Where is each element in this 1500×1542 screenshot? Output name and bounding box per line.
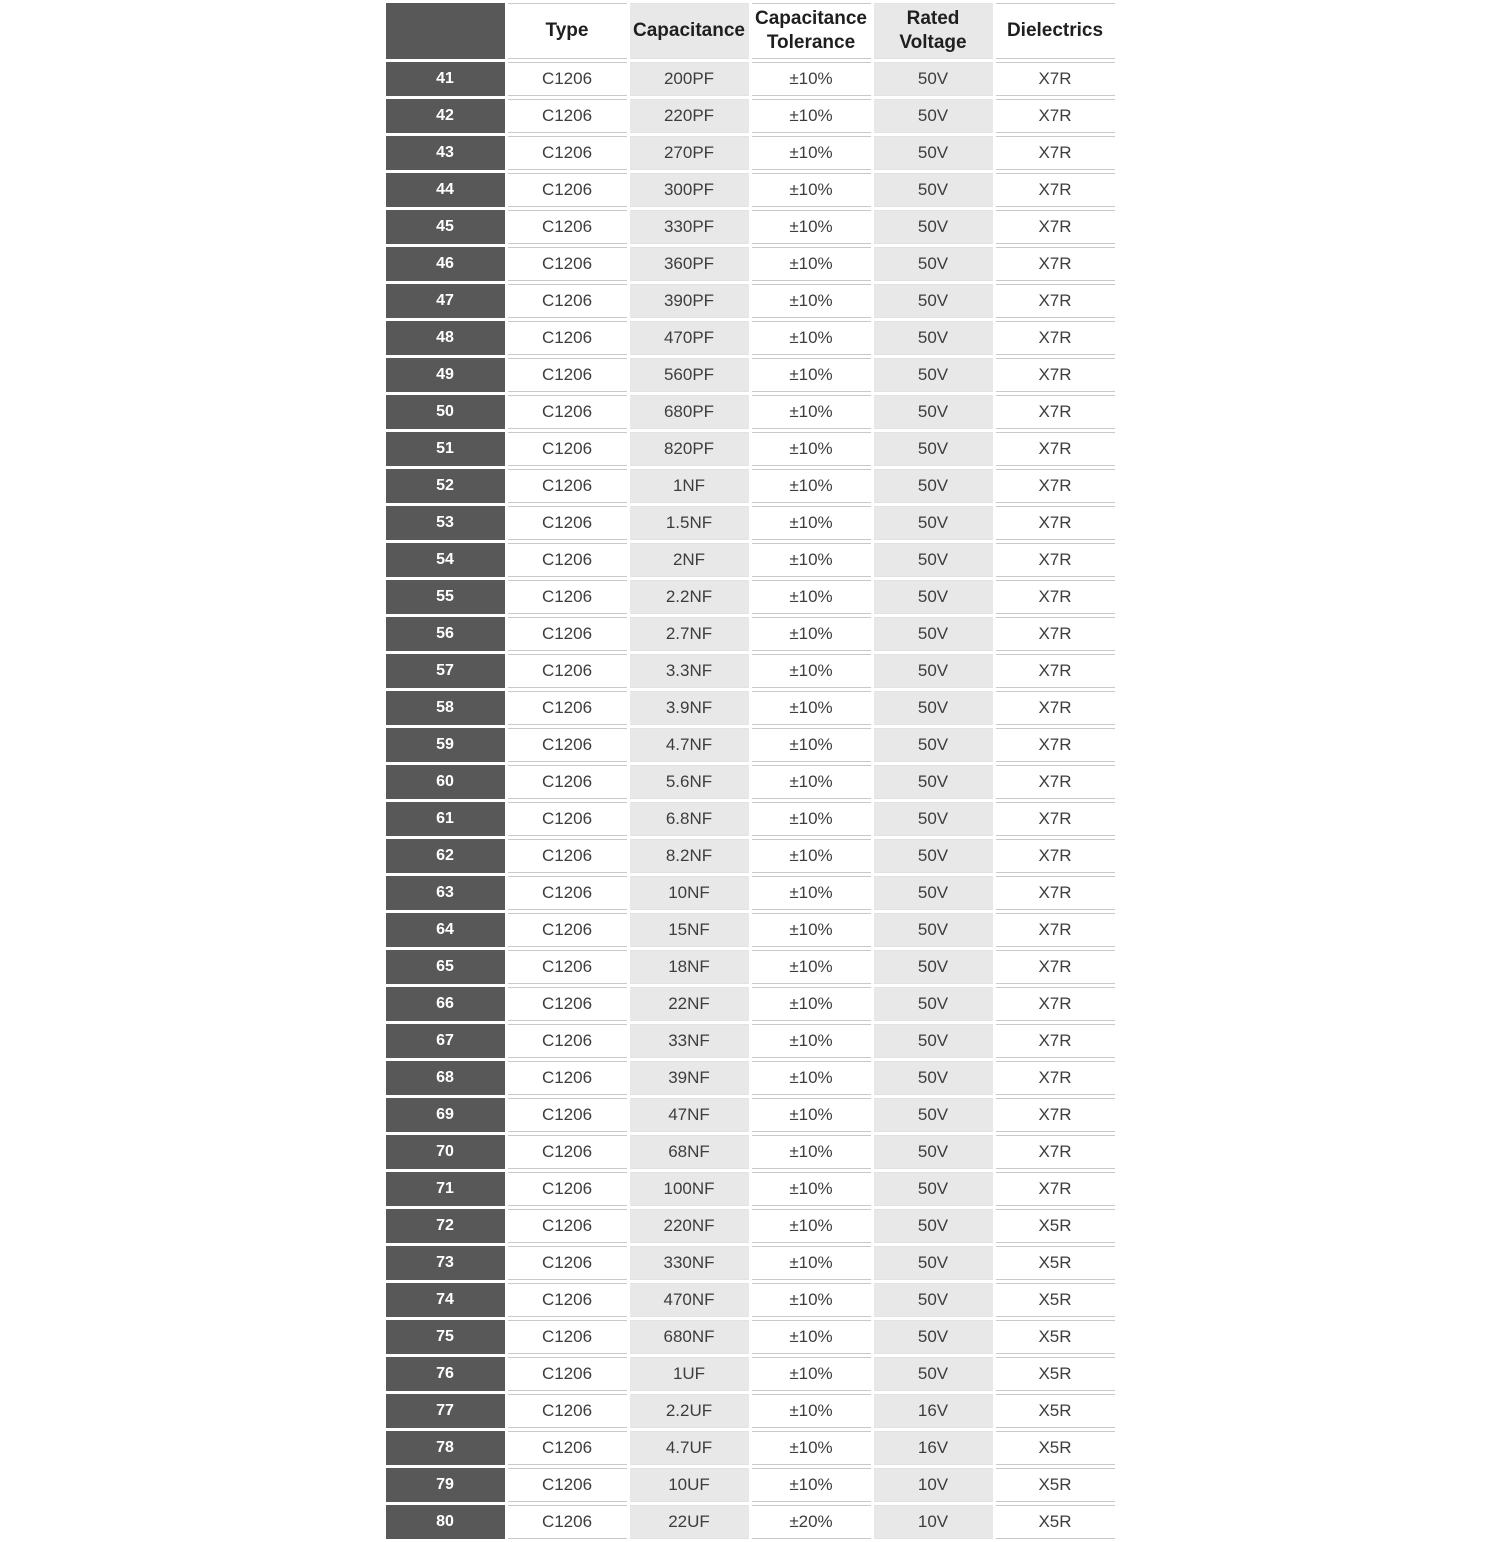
- cell-dielectrics: X7R: [996, 321, 1115, 355]
- cell-capacitance: 820PF: [630, 432, 749, 466]
- table-row: [386, 247, 1115, 281]
- table-row: [386, 1061, 1115, 1095]
- cell-row-number: 45: [386, 210, 505, 244]
- cell-capacitance-tolerance: ±10%: [752, 1172, 871, 1206]
- cell-row-number: 74: [386, 1283, 505, 1317]
- table-row: [386, 1394, 1115, 1428]
- cell-type: C1206: [508, 1209, 627, 1243]
- cell-dielectrics: X5R: [996, 1505, 1115, 1539]
- cell-row-number: 41: [386, 62, 505, 96]
- cell-type: C1206: [508, 1505, 627, 1539]
- table-row: [386, 469, 1115, 503]
- cell-capacitance-tolerance: ±10%: [752, 876, 871, 910]
- cell-row-number: 48: [386, 321, 505, 355]
- cell-row-number: 79: [386, 1468, 505, 1502]
- cell-rated-voltage: 16V: [874, 1394, 993, 1428]
- cell-capacitance-tolerance: ±10%: [752, 765, 871, 799]
- cell-row-number: 64: [386, 913, 505, 947]
- cell-dielectrics: X7R: [996, 765, 1115, 799]
- cell-dielectrics: X7R: [996, 1098, 1115, 1132]
- cell-rated-voltage: 16V: [874, 1431, 993, 1465]
- cell-type: C1206: [508, 1431, 627, 1465]
- cell-capacitance: 10UF: [630, 1468, 749, 1502]
- cell-type: C1206: [508, 1357, 627, 1391]
- cell-dielectrics: X5R: [996, 1431, 1115, 1465]
- cell-dielectrics: X7R: [996, 136, 1115, 170]
- cell-capacitance-tolerance: ±10%: [752, 1468, 871, 1502]
- cell-capacitance-tolerance: ±10%: [752, 654, 871, 688]
- cell-capacitance: 10NF: [630, 876, 749, 910]
- cell-row-number: 71: [386, 1172, 505, 1206]
- cell-dielectrics: X7R: [996, 913, 1115, 947]
- cell-rated-voltage: 50V: [874, 62, 993, 96]
- cell-rated-voltage: 50V: [874, 1172, 993, 1206]
- cell-dielectrics: X7R: [996, 210, 1115, 244]
- table-row: [386, 1283, 1115, 1317]
- cell-capacitance-tolerance: ±10%: [752, 210, 871, 244]
- cell-capacitance: 1NF: [630, 469, 749, 503]
- cell-type: C1206: [508, 99, 627, 133]
- cell-capacitance-tolerance: ±20%: [752, 1505, 871, 1539]
- cell-rated-voltage: 50V: [874, 1357, 993, 1391]
- cell-capacitance-tolerance: ±10%: [752, 1024, 871, 1058]
- cell-capacitance-tolerance: ±10%: [752, 1098, 871, 1132]
- table-row: [386, 506, 1115, 540]
- table-row: [386, 950, 1115, 984]
- table-row: [386, 210, 1115, 244]
- cell-capacitance-tolerance: ±10%: [752, 802, 871, 836]
- cell-capacitance-tolerance: ±10%: [752, 728, 871, 762]
- cell-dielectrics: X7R: [996, 1024, 1115, 1058]
- cell-dielectrics: X7R: [996, 691, 1115, 725]
- table-row: [386, 839, 1115, 873]
- cell-capacitance-tolerance: ±10%: [752, 1061, 871, 1095]
- cell-rated-voltage: 50V: [874, 987, 993, 1021]
- cell-rated-voltage: 50V: [874, 321, 993, 355]
- table-row: [386, 284, 1115, 318]
- cell-type: C1206: [508, 1024, 627, 1058]
- cell-row-number: 76: [386, 1357, 505, 1391]
- cell-dielectrics: X7R: [996, 987, 1115, 1021]
- cell-type: C1206: [508, 247, 627, 281]
- header-cell-dielectrics: Dielectrics: [996, 3, 1115, 59]
- table-row: [386, 876, 1115, 910]
- cell-dielectrics: X7R: [996, 62, 1115, 96]
- cell-dielectrics: X7R: [996, 506, 1115, 540]
- table-row: [386, 321, 1115, 355]
- cell-dielectrics: X5R: [996, 1394, 1115, 1428]
- cell-capacitance: 3.9NF: [630, 691, 749, 725]
- cell-capacitance-tolerance: ±10%: [752, 395, 871, 429]
- cell-row-number: 53: [386, 506, 505, 540]
- table-row: [386, 1024, 1115, 1058]
- cell-type: C1206: [508, 1061, 627, 1095]
- cell-capacitance: 6.8NF: [630, 802, 749, 836]
- table-row: [386, 1431, 1115, 1465]
- header-cell-row-number: [386, 3, 505, 59]
- cell-rated-voltage: 50V: [874, 617, 993, 651]
- cell-type: C1206: [508, 469, 627, 503]
- cell-row-number: 70: [386, 1135, 505, 1169]
- table-row: [386, 173, 1115, 207]
- cell-rated-voltage: 50V: [874, 950, 993, 984]
- header-row: [386, 3, 1115, 59]
- table-row: [386, 1172, 1115, 1206]
- cell-capacitance-tolerance: ±10%: [752, 469, 871, 503]
- cell-row-number: 56: [386, 617, 505, 651]
- cell-type: C1206: [508, 950, 627, 984]
- table-row: [386, 1357, 1115, 1391]
- table-row: [386, 1246, 1115, 1280]
- cell-dielectrics: X7R: [996, 950, 1115, 984]
- cell-capacitance: 2.7NF: [630, 617, 749, 651]
- cell-row-number: 77: [386, 1394, 505, 1428]
- cell-row-number: 80: [386, 1505, 505, 1539]
- cell-capacitance: 390PF: [630, 284, 749, 318]
- table-row: [386, 654, 1115, 688]
- cell-row-number: 66: [386, 987, 505, 1021]
- cell-type: C1206: [508, 1098, 627, 1132]
- cell-rated-voltage: 50V: [874, 358, 993, 392]
- cell-dielectrics: X7R: [996, 617, 1115, 651]
- cell-capacitance: 47NF: [630, 1098, 749, 1132]
- cell-row-number: 54: [386, 543, 505, 577]
- cell-capacitance-tolerance: ±10%: [752, 1394, 871, 1428]
- cell-capacitance: 220PF: [630, 99, 749, 133]
- cell-rated-voltage: 50V: [874, 1246, 993, 1280]
- cell-capacitance-tolerance: ±10%: [752, 173, 871, 207]
- cell-capacitance-tolerance: ±10%: [752, 62, 871, 96]
- cell-dielectrics: X5R: [996, 1357, 1115, 1391]
- header-cell-capacitance-tolerance: Capacitance Tolerance: [752, 3, 871, 59]
- table-row: [386, 1320, 1115, 1354]
- cell-type: C1206: [508, 765, 627, 799]
- cell-type: C1206: [508, 543, 627, 577]
- cell-type: C1206: [508, 728, 627, 762]
- cell-row-number: 78: [386, 1431, 505, 1465]
- cell-rated-voltage: 50V: [874, 654, 993, 688]
- cell-rated-voltage: 50V: [874, 1209, 993, 1243]
- cell-capacitance: 5.6NF: [630, 765, 749, 799]
- cell-rated-voltage: 50V: [874, 506, 993, 540]
- cell-row-number: 58: [386, 691, 505, 725]
- cell-row-number: 61: [386, 802, 505, 836]
- cell-row-number: 59: [386, 728, 505, 762]
- cell-dielectrics: X7R: [996, 358, 1115, 392]
- cell-row-number: 62: [386, 839, 505, 873]
- cell-dielectrics: X7R: [996, 173, 1115, 207]
- cell-rated-voltage: 50V: [874, 247, 993, 281]
- cell-capacitance: 4.7UF: [630, 1431, 749, 1465]
- cell-capacitance: 220NF: [630, 1209, 749, 1243]
- cell-capacitance: 15NF: [630, 913, 749, 947]
- cell-capacitance-tolerance: ±10%: [752, 580, 871, 614]
- cell-rated-voltage: 50V: [874, 1135, 993, 1169]
- cell-capacitance-tolerance: ±10%: [752, 950, 871, 984]
- cell-row-number: 57: [386, 654, 505, 688]
- table-row: [386, 99, 1115, 133]
- cell-capacitance-tolerance: ±10%: [752, 1283, 871, 1317]
- table-row: [386, 358, 1115, 392]
- header-cell-capacitance: Capacitance: [630, 3, 749, 59]
- cell-capacitance: 39NF: [630, 1061, 749, 1095]
- cell-rated-voltage: 50V: [874, 913, 993, 947]
- cell-row-number: 55: [386, 580, 505, 614]
- cell-rated-voltage: 50V: [874, 728, 993, 762]
- cell-dielectrics: X7R: [996, 99, 1115, 133]
- cell-rated-voltage: 50V: [874, 765, 993, 799]
- cell-capacitance: 2.2UF: [630, 1394, 749, 1428]
- cell-rated-voltage: 50V: [874, 432, 993, 466]
- cell-capacitance: 8.2NF: [630, 839, 749, 873]
- cell-dielectrics: X7R: [996, 1172, 1115, 1206]
- cell-capacitance-tolerance: ±10%: [752, 617, 871, 651]
- cell-dielectrics: X7R: [996, 432, 1115, 466]
- cell-dielectrics: X5R: [996, 1246, 1115, 1280]
- cell-capacitance: 22UF: [630, 1505, 749, 1539]
- cell-dielectrics: X5R: [996, 1283, 1115, 1317]
- table-row: [386, 580, 1115, 614]
- cell-rated-voltage: 50V: [874, 395, 993, 429]
- cell-rated-voltage: 10V: [874, 1468, 993, 1502]
- cell-row-number: 68: [386, 1061, 505, 1095]
- header-cell-type: Type: [508, 3, 627, 59]
- cell-capacitance: 200PF: [630, 62, 749, 96]
- cell-capacitance-tolerance: ±10%: [752, 691, 871, 725]
- cell-type: C1206: [508, 395, 627, 429]
- cell-capacitance: 680PF: [630, 395, 749, 429]
- cell-capacitance-tolerance: ±10%: [752, 247, 871, 281]
- header-cell-rated-voltage: Rated Voltage: [874, 3, 993, 59]
- cell-row-number: 69: [386, 1098, 505, 1132]
- cell-type: C1206: [508, 62, 627, 96]
- cell-capacitance-tolerance: ±10%: [752, 99, 871, 133]
- cell-capacitance: 560PF: [630, 358, 749, 392]
- cell-type: C1206: [508, 321, 627, 355]
- cell-capacitance-tolerance: ±10%: [752, 321, 871, 355]
- cell-rated-voltage: 50V: [874, 1024, 993, 1058]
- cell-row-number: 44: [386, 173, 505, 207]
- cell-row-number: 73: [386, 1246, 505, 1280]
- cell-row-number: 47: [386, 284, 505, 318]
- cell-row-number: 46: [386, 247, 505, 281]
- cell-capacitance-tolerance: ±10%: [752, 506, 871, 540]
- cell-type: C1206: [508, 580, 627, 614]
- table-row: [386, 136, 1115, 170]
- cell-type: C1206: [508, 284, 627, 318]
- cell-type: C1206: [508, 876, 627, 910]
- table-row: [386, 432, 1115, 466]
- cell-type: C1206: [508, 136, 627, 170]
- capacitor-spec-table: [383, 0, 1118, 1542]
- cell-capacitance: 470PF: [630, 321, 749, 355]
- cell-capacitance-tolerance: ±10%: [752, 358, 871, 392]
- cell-capacitance-tolerance: ±10%: [752, 1209, 871, 1243]
- table-row: [386, 765, 1115, 799]
- cell-dielectrics: X7R: [996, 1061, 1115, 1095]
- cell-rated-voltage: 50V: [874, 1320, 993, 1354]
- table-body: [386, 62, 1115, 1539]
- table-row: [386, 543, 1115, 577]
- cell-rated-voltage: 50V: [874, 173, 993, 207]
- cell-type: C1206: [508, 1283, 627, 1317]
- cell-dielectrics: X5R: [996, 1468, 1115, 1502]
- table-row: [386, 1135, 1115, 1169]
- cell-capacitance: 470NF: [630, 1283, 749, 1317]
- cell-rated-voltage: 50V: [874, 136, 993, 170]
- cell-capacitance-tolerance: ±10%: [752, 1431, 871, 1465]
- cell-dielectrics: X7R: [996, 802, 1115, 836]
- cell-type: C1206: [508, 987, 627, 1021]
- cell-type: C1206: [508, 913, 627, 947]
- cell-type: C1206: [508, 802, 627, 836]
- table-row: [386, 728, 1115, 762]
- cell-rated-voltage: 50V: [874, 839, 993, 873]
- cell-dielectrics: X7R: [996, 395, 1115, 429]
- cell-capacitance: 100NF: [630, 1172, 749, 1206]
- cell-rated-voltage: 50V: [874, 1283, 993, 1317]
- cell-capacitance: 680NF: [630, 1320, 749, 1354]
- cell-capacitance-tolerance: ±10%: [752, 839, 871, 873]
- cell-row-number: 75: [386, 1320, 505, 1354]
- cell-capacitance-tolerance: ±10%: [752, 1320, 871, 1354]
- cell-type: C1206: [508, 210, 627, 244]
- cell-capacitance: 360PF: [630, 247, 749, 281]
- cell-dielectrics: X5R: [996, 1209, 1115, 1243]
- cell-row-number: 65: [386, 950, 505, 984]
- table-row: [386, 691, 1115, 725]
- cell-rated-voltage: 50V: [874, 691, 993, 725]
- cell-type: C1206: [508, 173, 627, 207]
- table-row: [386, 1505, 1115, 1539]
- cell-capacitance: 270PF: [630, 136, 749, 170]
- cell-capacitance-tolerance: ±10%: [752, 543, 871, 577]
- cell-capacitance: 300PF: [630, 173, 749, 207]
- cell-capacitance-tolerance: ±10%: [752, 987, 871, 1021]
- cell-row-number: 63: [386, 876, 505, 910]
- cell-type: C1206: [508, 1468, 627, 1502]
- cell-rated-voltage: 10V: [874, 1505, 993, 1539]
- table-row: [386, 395, 1115, 429]
- cell-capacitance-tolerance: ±10%: [752, 1135, 871, 1169]
- cell-capacitance: 1UF: [630, 1357, 749, 1391]
- cell-capacitance: 68NF: [630, 1135, 749, 1169]
- table-header: [386, 3, 1115, 59]
- table-row: [386, 1098, 1115, 1132]
- cell-capacitance: 1.5NF: [630, 506, 749, 540]
- cell-capacitance: 33NF: [630, 1024, 749, 1058]
- cell-dielectrics: X7R: [996, 543, 1115, 577]
- cell-capacitance-tolerance: ±10%: [752, 136, 871, 170]
- cell-row-number: 52: [386, 469, 505, 503]
- cell-rated-voltage: 50V: [874, 1098, 993, 1132]
- table-row: [386, 802, 1115, 836]
- cell-rated-voltage: 50V: [874, 543, 993, 577]
- cell-rated-voltage: 50V: [874, 284, 993, 318]
- cell-capacitance-tolerance: ±10%: [752, 1357, 871, 1391]
- cell-type: C1206: [508, 1135, 627, 1169]
- cell-rated-voltage: 50V: [874, 802, 993, 836]
- cell-rated-voltage: 50V: [874, 469, 993, 503]
- cell-capacitance: 330PF: [630, 210, 749, 244]
- cell-dielectrics: X7R: [996, 654, 1115, 688]
- cell-dielectrics: X7R: [996, 728, 1115, 762]
- cell-dielectrics: X7R: [996, 580, 1115, 614]
- cell-type: C1206: [508, 691, 627, 725]
- cell-row-number: 72: [386, 1209, 505, 1243]
- cell-capacitance-tolerance: ±10%: [752, 913, 871, 947]
- cell-dielectrics: X7R: [996, 469, 1115, 503]
- cell-dielectrics: X7R: [996, 839, 1115, 873]
- cell-capacitance: 2.2NF: [630, 580, 749, 614]
- cell-row-number: 60: [386, 765, 505, 799]
- table-row: [386, 1468, 1115, 1502]
- table-row: [386, 987, 1115, 1021]
- cell-type: C1206: [508, 1246, 627, 1280]
- cell-row-number: 43: [386, 136, 505, 170]
- cell-capacitance: 18NF: [630, 950, 749, 984]
- cell-row-number: 67: [386, 1024, 505, 1058]
- cell-capacitance-tolerance: ±10%: [752, 284, 871, 318]
- cell-type: C1206: [508, 617, 627, 651]
- cell-rated-voltage: 50V: [874, 99, 993, 133]
- cell-capacitance: 3.3NF: [630, 654, 749, 688]
- cell-type: C1206: [508, 1172, 627, 1206]
- table-row: [386, 617, 1115, 651]
- cell-dielectrics: X7R: [996, 1135, 1115, 1169]
- table-row: [386, 913, 1115, 947]
- cell-capacitance: 330NF: [630, 1246, 749, 1280]
- cell-type: C1206: [508, 1320, 627, 1354]
- cell-type: C1206: [508, 432, 627, 466]
- cell-type: C1206: [508, 839, 627, 873]
- cell-row-number: 49: [386, 358, 505, 392]
- cell-dielectrics: X7R: [996, 876, 1115, 910]
- cell-type: C1206: [508, 654, 627, 688]
- cell-dielectrics: X7R: [996, 247, 1115, 281]
- cell-type: C1206: [508, 358, 627, 392]
- cell-capacitance: 2NF: [630, 543, 749, 577]
- cell-capacitance: 4.7NF: [630, 728, 749, 762]
- cell-capacitance-tolerance: ±10%: [752, 1246, 871, 1280]
- cell-rated-voltage: 50V: [874, 210, 993, 244]
- cell-row-number: 42: [386, 99, 505, 133]
- table-row: [386, 1209, 1115, 1243]
- cell-type: C1206: [508, 506, 627, 540]
- cell-dielectrics: X7R: [996, 284, 1115, 318]
- cell-capacitance: 22NF: [630, 987, 749, 1021]
- cell-rated-voltage: 50V: [874, 580, 993, 614]
- cell-row-number: 51: [386, 432, 505, 466]
- table-row: [386, 62, 1115, 96]
- cell-capacitance-tolerance: ±10%: [752, 432, 871, 466]
- cell-row-number: 50: [386, 395, 505, 429]
- cell-rated-voltage: 50V: [874, 876, 993, 910]
- cell-type: C1206: [508, 1394, 627, 1428]
- cell-rated-voltage: 50V: [874, 1061, 993, 1095]
- cell-dielectrics: X5R: [996, 1320, 1115, 1354]
